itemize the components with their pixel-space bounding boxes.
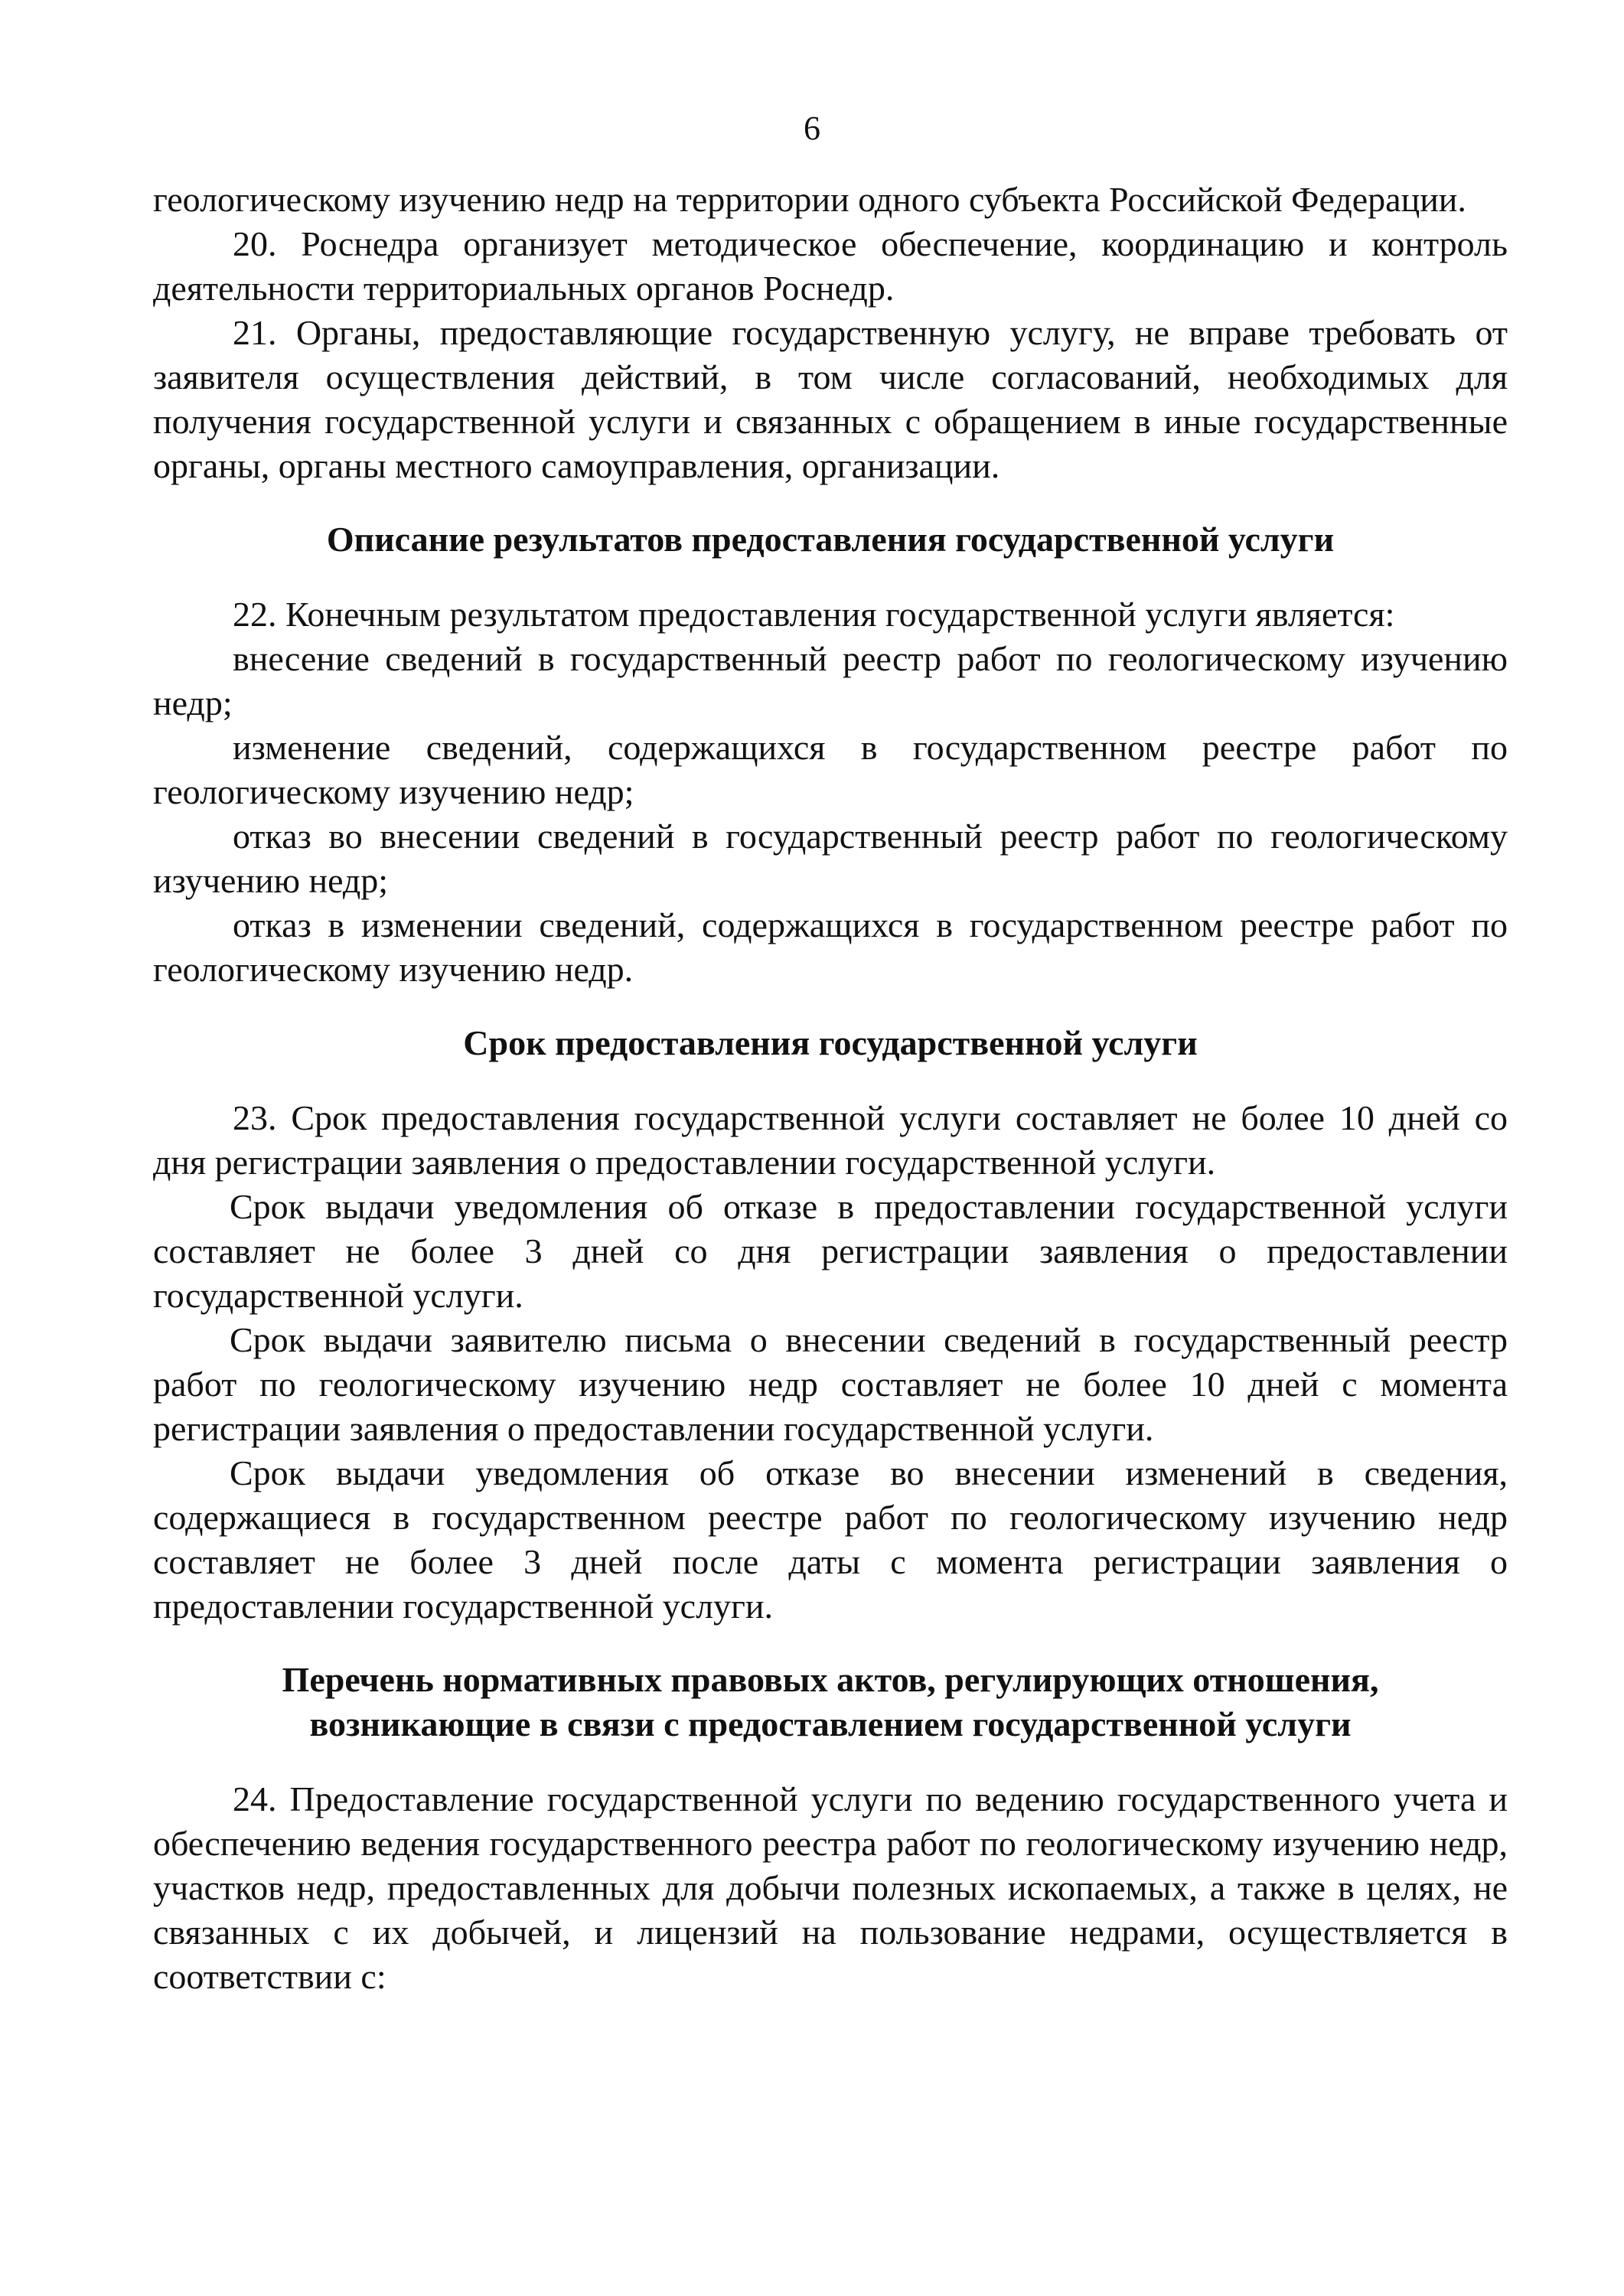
- term-change-refusal: Срок выдачи уведомления об отказе во внесении изменений в сведения, содержащиеся в государственном реестре работ по геологическому изучению недр составляет не более 3 дней после даты с момента регистрации заявления о предоставлении государственной услуги.: [153, 1453, 1508, 1626]
- section-heading-acts-line2: возникающие в связи с предоставлением государственной услуги: [309, 1704, 1352, 1743]
- term-refusal-notice: Срок выдачи уведомления об отказе в предоставлении государственной услуги составляет не более 3 дней со дня регистрации заявления о предоставлении государственной услуги.: [153, 1187, 1508, 1315]
- result-item-refusal-change: отказ в изменении сведений, содержащихся в государственном реестре работ по геологическому изучению недр.: [153, 905, 1508, 989]
- section-heading-acts-line1: Перечень нормативных правовых актов, регулирующих отношения,: [282, 1660, 1379, 1699]
- page-number: 6: [804, 109, 820, 147]
- result-item-refusal-entry: отказ во внесении сведений в государственный реестр работ по геологическому изучению недр;: [153, 817, 1508, 900]
- result-item-change: изменение сведений, содержащихся в государственном реестре работ по геологическому изучению недр;: [153, 728, 1508, 811]
- paragraph-22: 22. Конечным результатом предоставления государственной услуги является:: [233, 595, 1395, 634]
- paragraph-23: 23. Срок предоставления государственной услуги составляет не более 10 дней со дня регистрации заявления о предоставлении государственной услуги.: [153, 1098, 1508, 1182]
- section-heading-results: Описание результатов предоставления государственной услуги: [326, 520, 1335, 559]
- paragraph-continuation: геологическому изучению недр на территории одного субъекта Российской Федерации.: [153, 180, 1466, 219]
- paragraph-24: 24. Предоставление государственной услуги по ведению государственного учета и обеспечению ведения государственного реестра работ по геологическому изучению недр, участков недр, предоставленных для добычи полезных ископаемых, а также в целях, не связанных с их добычей, и лицензий на пользование недрами, осуществляется в соответствии с:: [153, 1779, 1508, 1996]
- result-item-entry: внесение сведений в государственный реестр работ по геологическому изучению недр;: [153, 639, 1508, 722]
- section-heading-term: Срок предоставления государственной услуги: [463, 1023, 1198, 1062]
- document-body: [153, 178, 1508, 1999]
- term-entry-letter: Срок выдачи заявителю письма о внесении сведений в государственный реестр работ по геологическому изучению недр составляет не более 10 дней с момента регистрации заявления о предоставлении государственной услуги.: [153, 1320, 1508, 1448]
- section-heading-acts: [153, 1658, 1508, 1746]
- paragraph-21: 21. Органы, предоставляющие государственную услугу, не вправе требовать от заявителя осуществления действий, в том числе согласований, необходимых для получения государственной услуги и связанных с обращением в иные государственные органы, органы местного самоуправления, организации.: [153, 313, 1508, 485]
- paragraph-20: 20. Роснедра организует методическое обеспечение, координацию и контроль деятельности территориальных органов Роснедр.: [153, 224, 1508, 308]
